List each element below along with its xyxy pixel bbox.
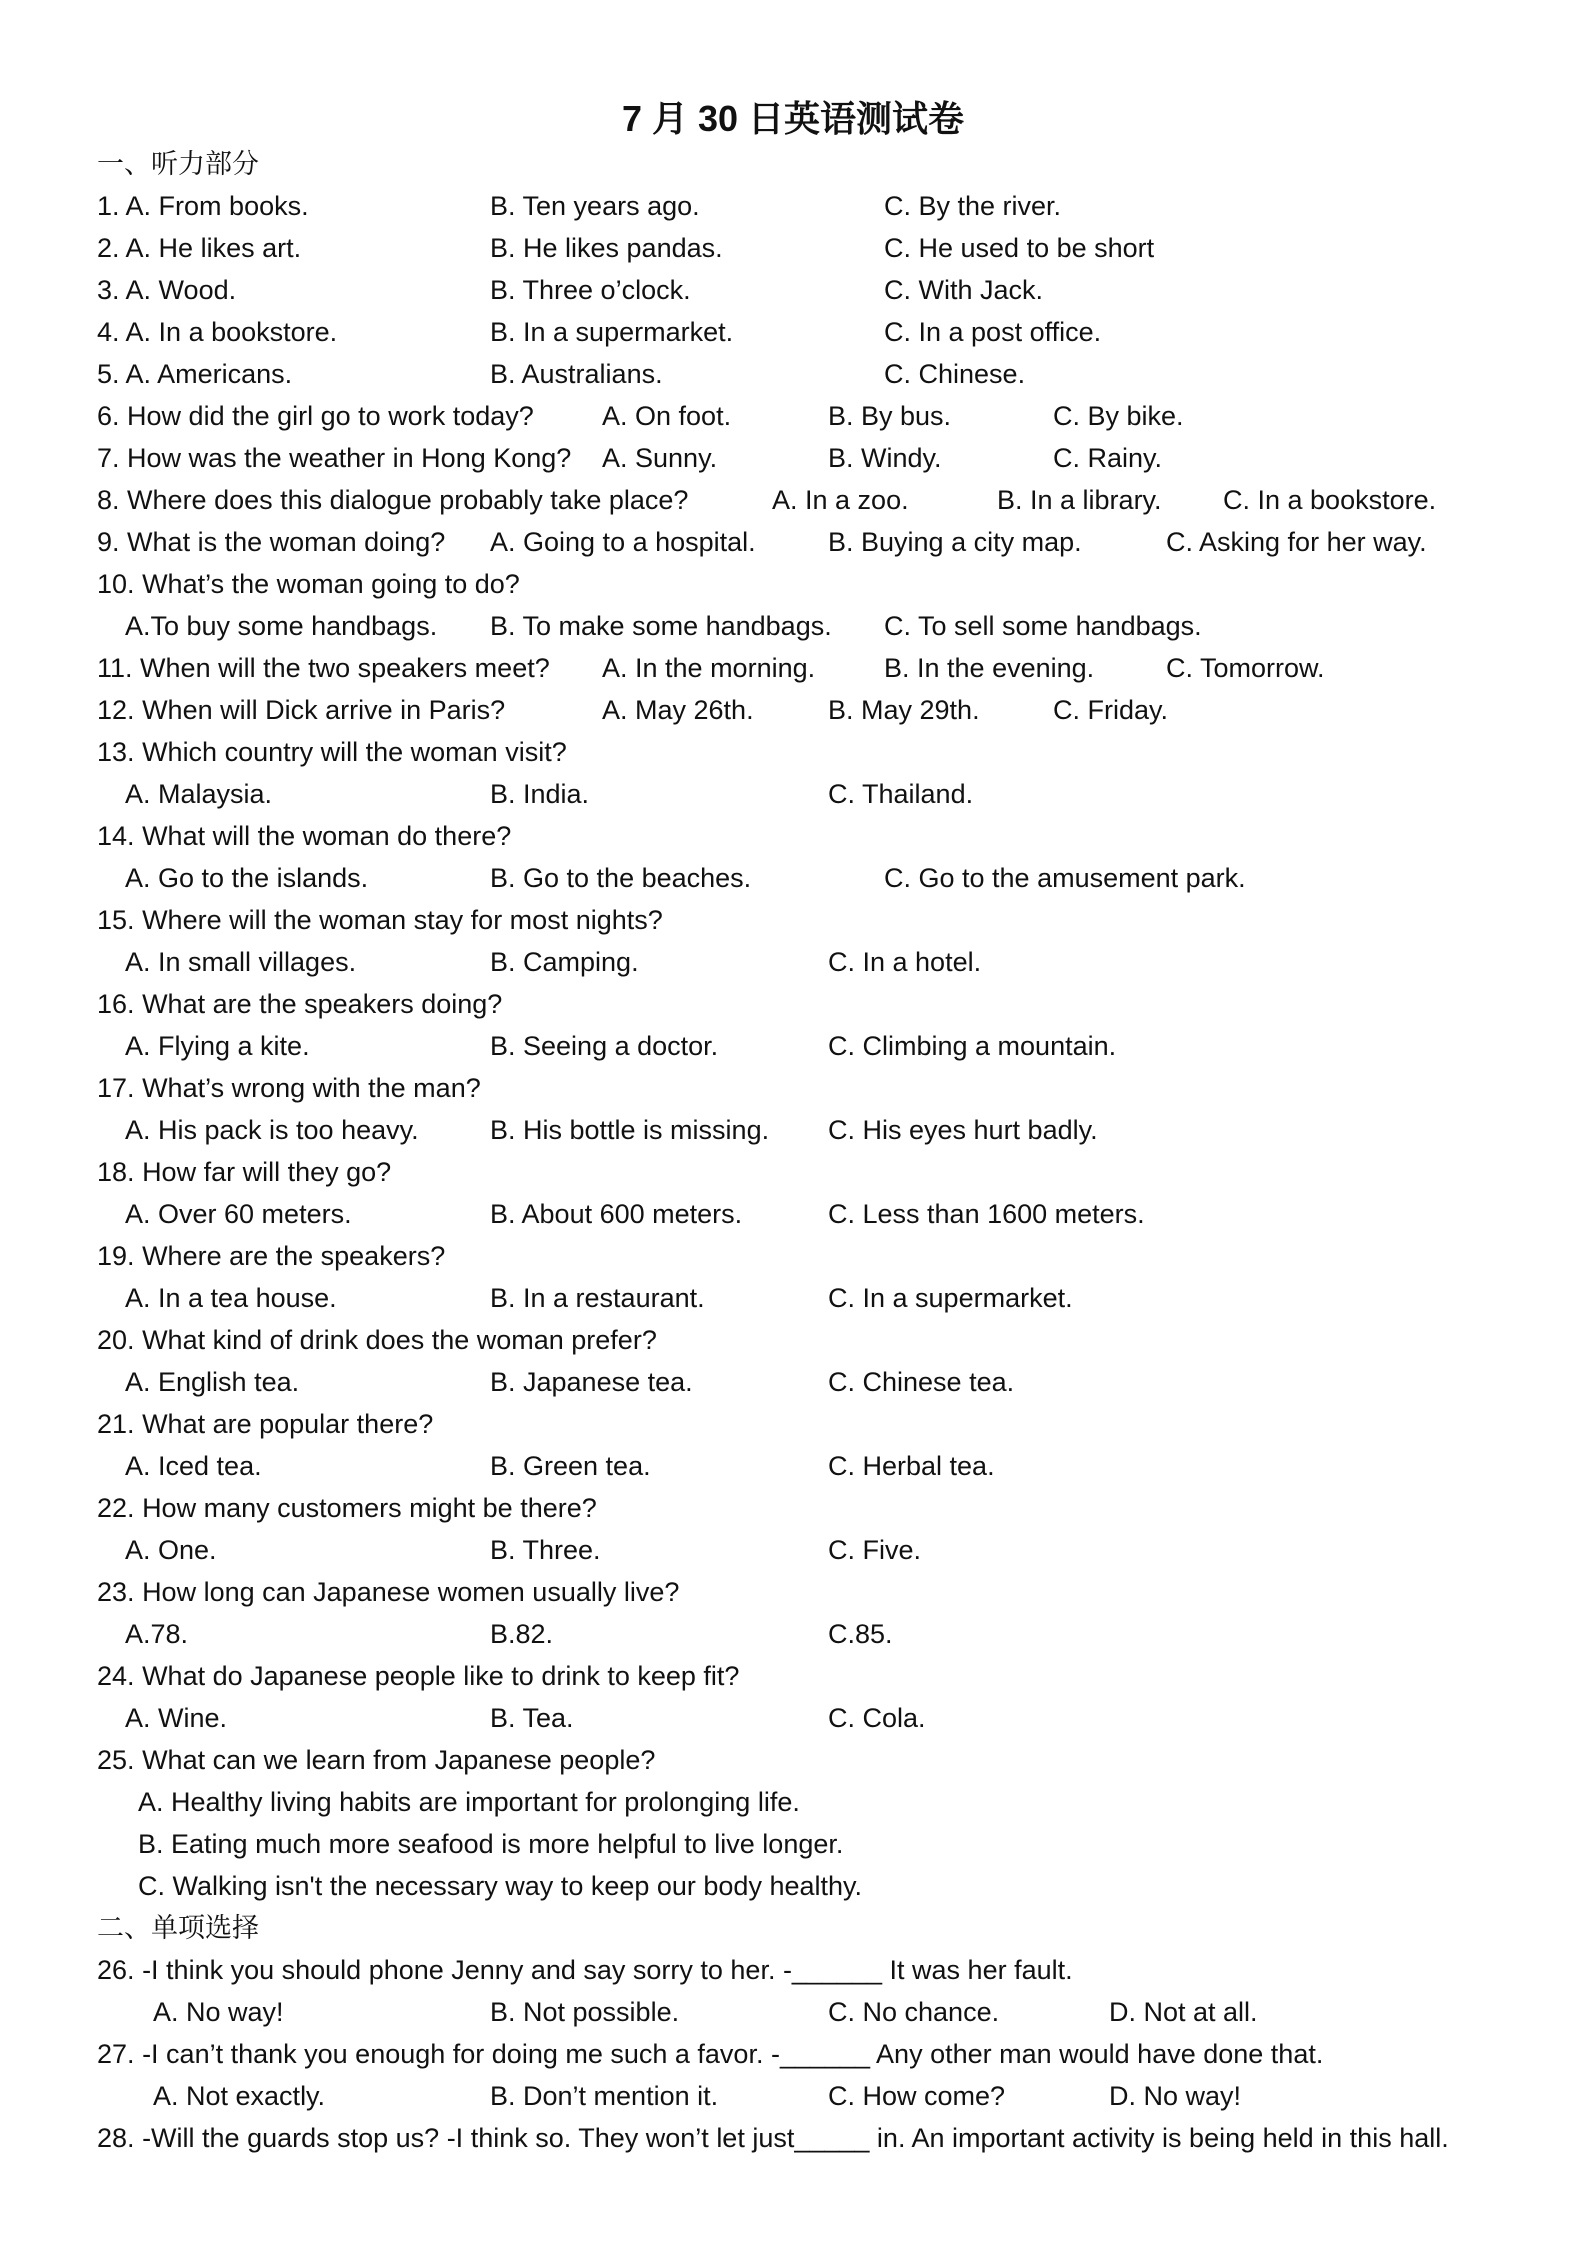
question-27-options xyxy=(0,2075,1586,2117)
question-14 xyxy=(0,815,1586,857)
option-c: C. With Jack. xyxy=(884,275,1044,305)
question-21-options xyxy=(0,1445,1586,1487)
question-number: 11. xyxy=(97,653,133,683)
question-20-options xyxy=(0,1361,1586,1403)
question-13-options xyxy=(0,773,1586,815)
option-c: C. Cola. xyxy=(828,1703,926,1733)
question-23 xyxy=(0,1571,1586,1613)
option-a: A. In a zoo. xyxy=(772,485,909,515)
option-c: C. Friday. xyxy=(1053,695,1169,725)
option-c: C. Rainy. xyxy=(1053,443,1163,473)
option-a: A.78. xyxy=(125,1619,189,1649)
option-b: B. Seeing a doctor. xyxy=(490,1031,719,1061)
option-a: A. Go to the islands. xyxy=(125,863,369,893)
option-c: C. Tomorrow. xyxy=(1166,653,1325,683)
question-stem: What are popular there? xyxy=(142,1409,434,1439)
option-c: C. No chance. xyxy=(828,1997,1000,2027)
option-a: A. Going to a hospital. xyxy=(490,527,756,557)
option-a: A. Healthy living habits are important for prolonging life. xyxy=(138,1787,800,1817)
option-b: B. Tea. xyxy=(490,1703,574,1733)
option-b: B. Not possible. xyxy=(490,1997,680,2027)
option-a: A. In a tea house. xyxy=(125,1283,337,1313)
option-a: A. From books. xyxy=(125,191,309,221)
question-number: 2. xyxy=(97,233,120,263)
question-22 xyxy=(0,1487,1586,1529)
option-b: B.82. xyxy=(490,1619,554,1649)
question-stem: What is the woman doing? xyxy=(127,527,446,557)
option-a: A. English tea. xyxy=(125,1367,300,1397)
option-c: C.85. xyxy=(828,1619,893,1649)
question-23-options xyxy=(0,1613,1586,1655)
question-number: 22. xyxy=(97,1493,135,1523)
question-stem-line xyxy=(97,1949,1073,1991)
question-stem: What do Japanese people like to drink to keep fit? xyxy=(142,1661,740,1691)
question-10 xyxy=(0,563,1586,605)
option-c: C. Less than 1600 meters. xyxy=(828,1199,1145,1229)
question-stem: What will the woman do there? xyxy=(142,821,512,851)
question-stem-line xyxy=(97,1235,445,1277)
question-number: 20. xyxy=(97,1325,135,1355)
option-b: B. In the evening. xyxy=(884,653,1095,683)
option-a: A. He likes art. xyxy=(125,233,302,263)
question-stem: How was the weather in Hong Kong? xyxy=(127,443,572,473)
question-stem: How did the girl go to work today? xyxy=(127,401,534,431)
option-a: A. Over 60 meters. xyxy=(125,1199,352,1229)
option-b: B. Don’t mention it. xyxy=(490,2081,719,2111)
option-c: C. Five. xyxy=(828,1535,922,1565)
question-number: 5. xyxy=(97,359,120,389)
option-b: B. Australians. xyxy=(490,359,663,389)
question-stem: When will the two speakers meet? xyxy=(140,653,550,683)
question-stem-line xyxy=(97,2117,1449,2159)
section-heading: 一、听力部分 xyxy=(97,149,259,179)
question-stem-line xyxy=(97,983,502,1025)
question-17 xyxy=(0,1067,1586,1109)
question-number: 4. xyxy=(97,317,120,347)
question-18-options xyxy=(0,1193,1586,1235)
question-stem: What kind of drink does the woman prefer? xyxy=(142,1325,657,1355)
question-stem: Where will the woman stay for most nights? xyxy=(142,905,663,935)
option-b: B. Three o’clock. xyxy=(490,275,691,305)
question-number: 12. xyxy=(97,695,135,725)
question-stem-line xyxy=(97,815,511,857)
option-c: C. Chinese. xyxy=(884,359,1026,389)
option-a: A. May 26th. xyxy=(602,695,754,725)
question-21 xyxy=(0,1403,1586,1445)
option-b: B. His bottle is missing. xyxy=(490,1115,770,1145)
option-c: C. He used to be short xyxy=(884,233,1155,263)
question-number: 7. xyxy=(97,443,120,473)
option-a: A. In small villages. xyxy=(125,947,357,977)
question-stem: Which country will the woman visit? xyxy=(142,737,567,767)
option-b: B. About 600 meters. xyxy=(490,1199,743,1229)
question-number: 8. xyxy=(97,485,120,515)
question-number-option-a xyxy=(97,185,309,227)
option-c: C. In a post office. xyxy=(884,317,1102,347)
option-c: C. In a hotel. xyxy=(828,947,982,977)
question-stem-line xyxy=(97,479,688,521)
question-22-options xyxy=(0,1529,1586,1571)
question-2 xyxy=(0,227,1586,269)
question-number: 28. xyxy=(97,2123,135,2153)
option-b: B. In a library. xyxy=(997,485,1162,515)
question-16 xyxy=(0,983,1586,1025)
question-stem: -Will the guards stop us? -I think so. They won’t let just_____ in. An important activity is being held in this hall. xyxy=(142,2123,1449,2153)
question-number: 21. xyxy=(97,1409,135,1439)
question-stem: How long can Japanese women usually live? xyxy=(142,1577,680,1607)
question-number: 18. xyxy=(97,1157,135,1187)
option-a: A. Wine. xyxy=(125,1703,228,1733)
question-number: 13. xyxy=(97,737,135,767)
question-number: 3. xyxy=(97,275,120,305)
option-c: C. Walking isn't the necessary way to keep our body healthy. xyxy=(138,1871,863,1901)
question-stem-line xyxy=(97,1739,655,1781)
exam-title: 7 月 30 日英语测试卷 xyxy=(621,98,965,139)
question-number: 27. xyxy=(97,2039,135,2069)
option-c: C. How come? xyxy=(828,2081,1006,2111)
question-6 xyxy=(0,395,1586,437)
option-a: A. Iced tea. xyxy=(125,1451,262,1481)
option-b: B. He likes pandas. xyxy=(490,233,723,263)
question-number: 23. xyxy=(97,1577,135,1607)
question-stem-line xyxy=(97,731,567,773)
section-heading: 二、单项选择 xyxy=(97,1913,259,1943)
question-stem-line xyxy=(97,395,534,437)
question-9 xyxy=(0,521,1586,563)
question-stem-line xyxy=(97,521,445,563)
question-25 xyxy=(0,1739,1586,1781)
option-a: A. Wood. xyxy=(125,275,237,305)
question-16-options xyxy=(0,1025,1586,1067)
option-a: A. Flying a kite. xyxy=(125,1031,310,1061)
question-19-options xyxy=(0,1277,1586,1319)
question-number-option-a xyxy=(97,311,337,353)
option-c: C. Herbal tea. xyxy=(828,1451,995,1481)
option-a: A.To buy some handbags. xyxy=(125,611,438,641)
option-b: B. To make some handbags. xyxy=(490,611,832,641)
question-number: 25. xyxy=(97,1745,135,1775)
option-b: B. Eating much more seafood is more helpful to live longer. xyxy=(138,1829,844,1859)
question-11 xyxy=(0,647,1586,689)
question-17-options xyxy=(0,1109,1586,1151)
question-25-option-b-line xyxy=(0,1823,1586,1865)
question-19 xyxy=(0,1235,1586,1277)
question-25-option-c-line xyxy=(0,1865,1586,1907)
question-stem-line xyxy=(97,1655,739,1697)
option-a: A. In a bookstore. xyxy=(125,317,338,347)
question-stem: What’s wrong with the man? xyxy=(142,1073,481,1103)
question-stem-line xyxy=(97,1487,597,1529)
exam-body xyxy=(0,143,1586,2159)
option-c: C. Climbing a mountain. xyxy=(828,1031,1117,1061)
option-c: C. To sell some handbags. xyxy=(884,611,1202,641)
question-stem: How far will they go? xyxy=(142,1157,392,1187)
question-stem-line xyxy=(97,1403,433,1445)
question-8 xyxy=(0,479,1586,521)
question-stem: -I can’t thank you enough for doing me such a favor. -______ Any other man would have done that. xyxy=(142,2039,1324,2069)
option-b: B. May 29th. xyxy=(828,695,980,725)
option-b: B. In a restaurant. xyxy=(490,1283,705,1313)
option-a: A. In the morning. xyxy=(602,653,816,683)
option-c: C. Chinese tea. xyxy=(828,1367,1015,1397)
question-1 xyxy=(0,185,1586,227)
option-c: C. By bike. xyxy=(1053,401,1184,431)
option-c: C. Go to the amusement park. xyxy=(884,863,1246,893)
option-a: A. On foot. xyxy=(602,401,732,431)
option-b: B. In a supermarket. xyxy=(490,317,734,347)
option-b: B. Japanese tea. xyxy=(490,1367,693,1397)
option-c: C. His eyes hurt badly. xyxy=(828,1115,1098,1145)
question-24 xyxy=(0,1655,1586,1697)
option-d: D. Not at all. xyxy=(1109,1997,1258,2027)
question-3 xyxy=(0,269,1586,311)
option-d: D. No way! xyxy=(1109,2081,1242,2111)
question-24-options xyxy=(0,1697,1586,1739)
question-26 xyxy=(0,1949,1586,1991)
option-a: A. One. xyxy=(125,1535,217,1565)
question-stem-line xyxy=(97,437,571,479)
question-number: 24. xyxy=(97,1661,135,1691)
question-stem: Where are the speakers? xyxy=(142,1241,446,1271)
option-a: A. Americans. xyxy=(125,359,293,389)
question-14-options xyxy=(0,857,1586,899)
option-a: A. Sunny. xyxy=(602,443,718,473)
question-25-option-a-line xyxy=(0,1781,1586,1823)
question-number: 14. xyxy=(97,821,135,851)
question-26-options xyxy=(0,1991,1586,2033)
option-c: C. In a bookstore. xyxy=(1223,485,1437,515)
question-number: 15. xyxy=(97,905,135,935)
question-28 xyxy=(0,2117,1586,2159)
question-number: 17. xyxy=(97,1073,135,1103)
option-b: B. India. xyxy=(490,779,590,809)
option-c: C. By the river. xyxy=(884,191,1062,221)
section-heading-listening xyxy=(0,143,1586,185)
option-a: A. His pack is too heavy. xyxy=(125,1115,419,1145)
section-heading-single-choice xyxy=(0,1907,1586,1949)
question-20 xyxy=(0,1319,1586,1361)
option-b: B. Windy. xyxy=(828,443,942,473)
question-number-option-a xyxy=(97,227,301,269)
option-a: A. Not exactly. xyxy=(153,2081,326,2111)
option-a: A. No way! xyxy=(153,1997,284,2027)
question-number: 19. xyxy=(97,1241,135,1271)
question-18 xyxy=(0,1151,1586,1193)
question-13 xyxy=(0,731,1586,773)
question-stem: When will Dick arrive in Paris? xyxy=(142,695,506,725)
question-15 xyxy=(0,899,1586,941)
question-stem: What can we learn from Japanese people? xyxy=(142,1745,656,1775)
question-stem: Where does this dialogue probably take place? xyxy=(127,485,689,515)
option-a: A. Malaysia. xyxy=(125,779,273,809)
question-stem-line xyxy=(97,2033,1323,2075)
question-number: 1. xyxy=(97,191,120,221)
question-4 xyxy=(0,311,1586,353)
question-stem-line xyxy=(97,1067,481,1109)
question-number-option-a xyxy=(97,269,236,311)
question-stem-line xyxy=(97,1319,657,1361)
option-c: C. Asking for her way. xyxy=(1166,527,1427,557)
question-27 xyxy=(0,2033,1586,2075)
question-stem-line xyxy=(97,647,550,689)
question-number: 9. xyxy=(97,527,120,557)
question-7 xyxy=(0,437,1586,479)
option-b: B. Three. xyxy=(490,1535,601,1565)
question-stem-line xyxy=(97,563,520,605)
question-stem: What’s the woman going to do? xyxy=(142,569,520,599)
question-stem-line xyxy=(97,1571,679,1613)
option-c: C. Thailand. xyxy=(828,779,974,809)
option-b: B. Ten years ago. xyxy=(490,191,700,221)
option-b: B. Green tea. xyxy=(490,1451,651,1481)
question-number-option-a xyxy=(97,353,292,395)
question-number: 16. xyxy=(97,989,135,1019)
question-stem: -I think you should phone Jenny and say sorry to her. -______ It was her fault. xyxy=(142,1955,1073,1985)
question-stem-line xyxy=(97,1151,391,1193)
question-5 xyxy=(0,353,1586,395)
question-stem-line xyxy=(97,689,505,731)
question-stem: How many customers might be there? xyxy=(142,1493,597,1523)
option-b: B. Camping. xyxy=(490,947,639,977)
option-c: C. In a supermarket. xyxy=(828,1283,1073,1313)
question-number: 6. xyxy=(97,401,120,431)
question-12 xyxy=(0,689,1586,731)
option-b: B. By bus. xyxy=(828,401,952,431)
question-number: 26. xyxy=(97,1955,135,1985)
option-b: B. Buying a city map. xyxy=(828,527,1082,557)
option-b: B. Go to the beaches. xyxy=(490,863,752,893)
question-number: 10. xyxy=(97,569,135,599)
question-stem: What are the speakers doing? xyxy=(142,989,503,1019)
question-15-options xyxy=(0,941,1586,983)
question-stem-line xyxy=(97,899,663,941)
question-10-options xyxy=(0,605,1586,647)
